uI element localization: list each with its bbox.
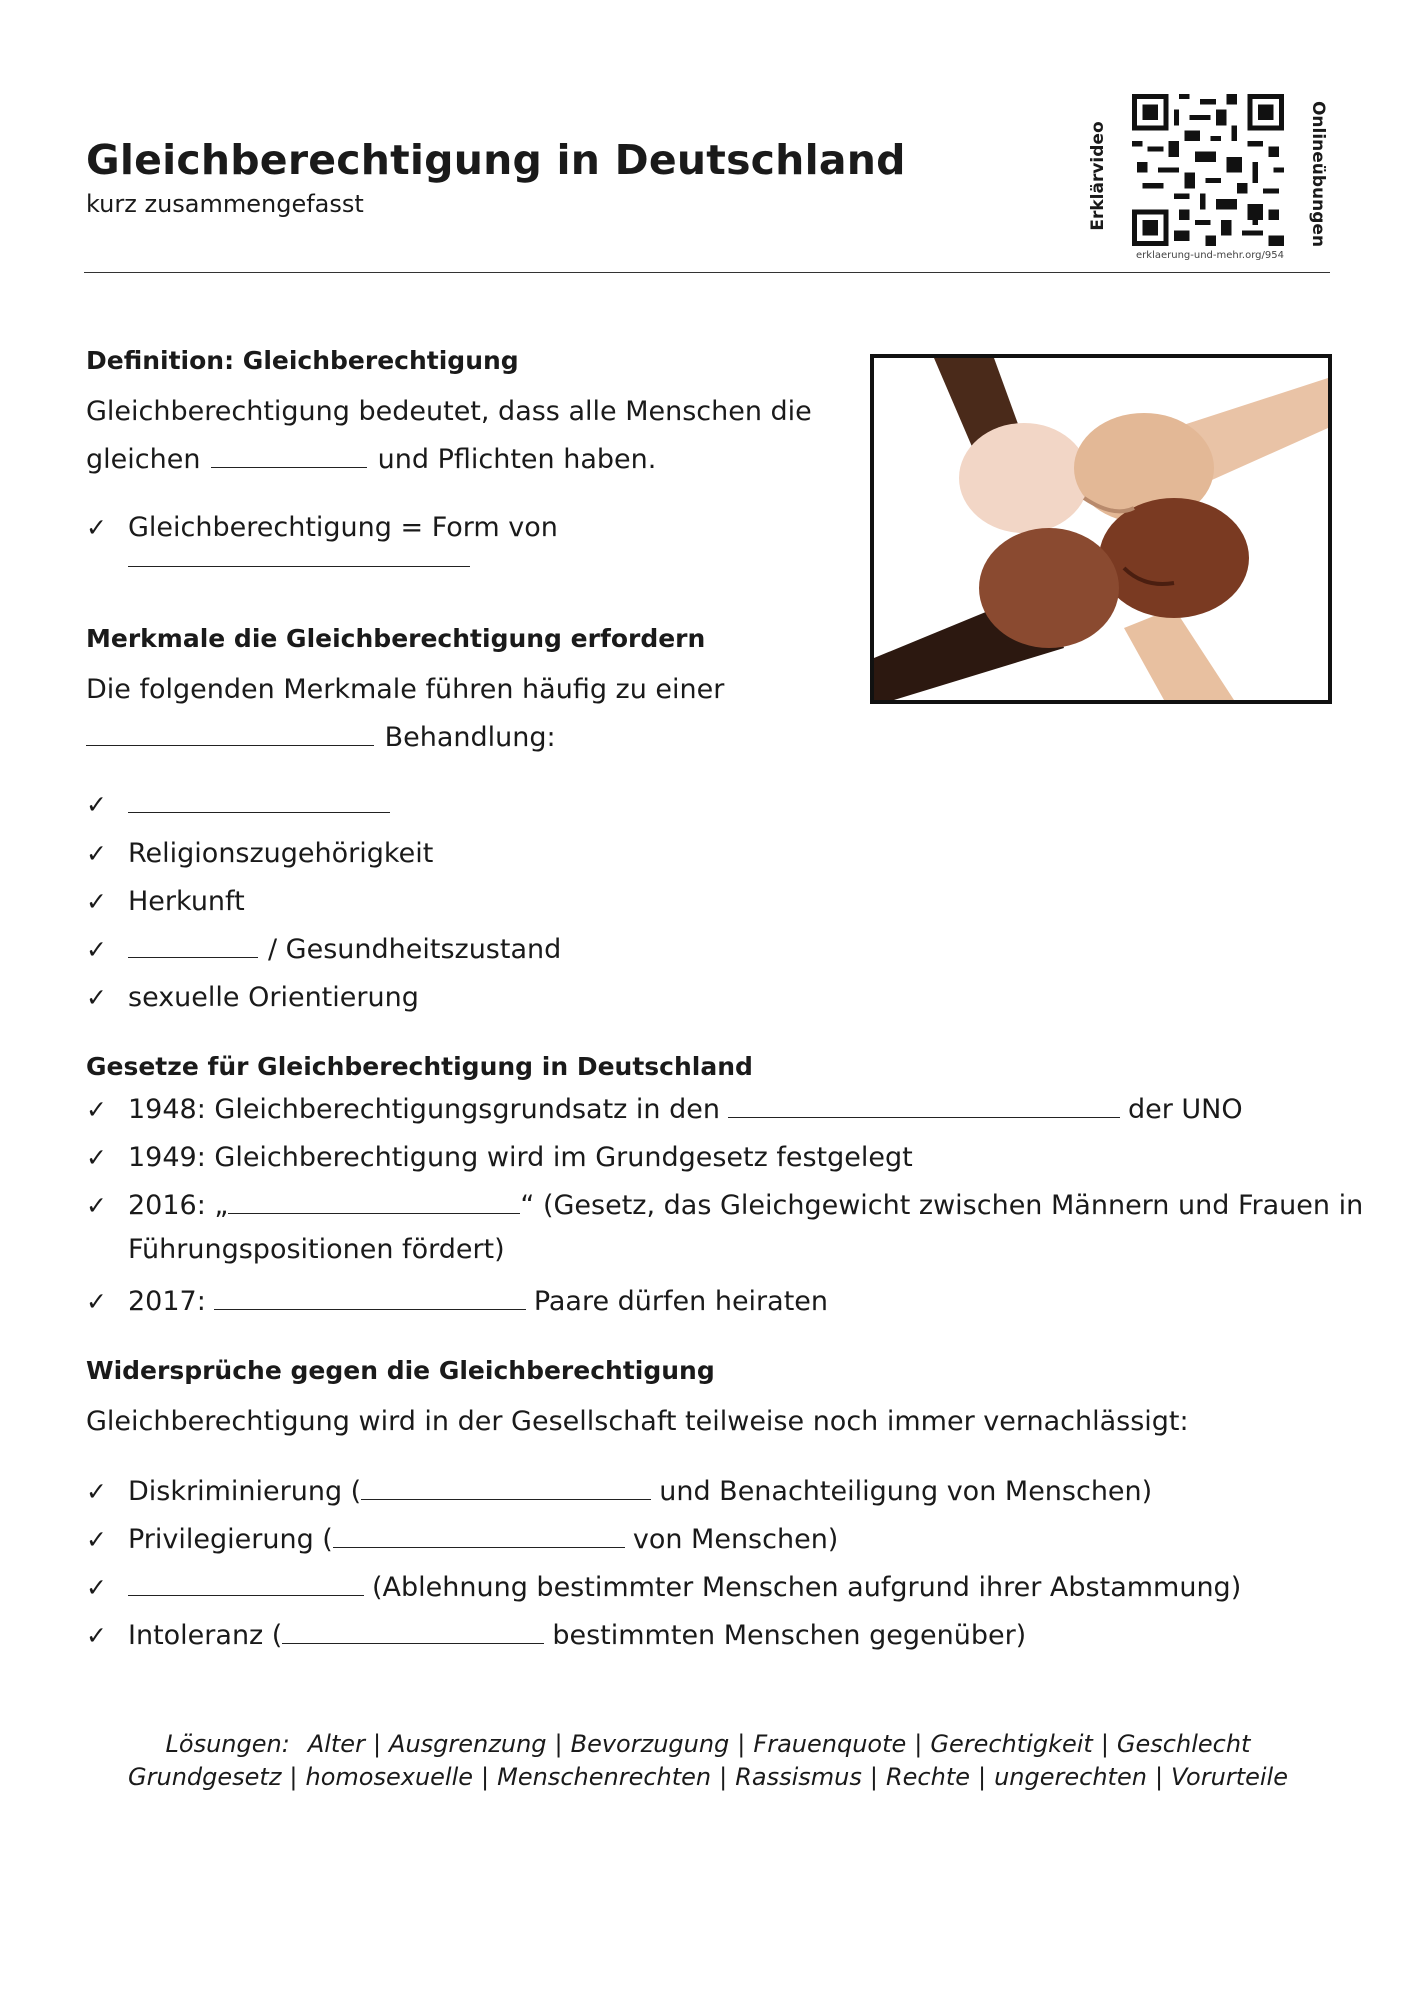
blank-geschlecht[interactable] [128, 790, 390, 813]
solutions-separator: | [719, 1763, 728, 1791]
solution-word: Alter [307, 1730, 365, 1758]
solution-word: Rechte [885, 1763, 970, 1791]
merkmale-intro-line2 [86, 714, 556, 762]
merkmal-label: Herkunft [128, 886, 245, 917]
widerspruch-text-end: (Ablehnung bestimmter Menschen aufgrund ihrer Abstammung) [372, 1572, 1242, 1603]
solution-word: Vorurteile [1171, 1763, 1288, 1791]
solution-word: Menschenrechten [497, 1763, 712, 1791]
gesetz-text: 1949: Gleichberechtigung wird im Grundgesetz festgelegt [128, 1142, 913, 1173]
widerspruch-item [86, 1476, 1152, 1507]
gesetz-text: 2017: [128, 1286, 206, 1317]
blank-alter[interactable] [128, 935, 258, 958]
solution-word: Geschlecht [1116, 1730, 1251, 1758]
blank-homosexuelle[interactable] [214, 1287, 526, 1310]
widerspruch-text-end: und Benachteiligung von Menschen) [659, 1476, 1153, 1507]
blank-ungerechten[interactable] [86, 723, 374, 746]
check-icon: ✓ [86, 1573, 107, 1602]
gesetz-item [86, 1142, 913, 1173]
qr-exercises-label: Onlineübungen [1308, 100, 1328, 248]
widerspruch-item [86, 1620, 1026, 1651]
solutions-separator: | [914, 1730, 923, 1758]
solution-word: ungerechten [994, 1763, 1147, 1791]
gesetz-text-end: Paare dürfen heiraten [533, 1286, 829, 1317]
blank-bevorzugung[interactable] [333, 1525, 625, 1548]
definition-bullet [86, 512, 558, 543]
solution-word: Gerechtigkeit [930, 1730, 1093, 1758]
merkmal-item [86, 982, 419, 1013]
check-icon: ✓ [86, 1621, 107, 1650]
check-icon: ✓ [86, 513, 107, 542]
check-icon: ✓ [86, 1095, 107, 1124]
blank-ausgrenzung[interactable] [361, 1477, 651, 1500]
solution-word: Rassismus [735, 1763, 862, 1791]
solutions-separator: | [554, 1730, 563, 1758]
check-icon: ✓ [86, 887, 107, 916]
check-icon: ✓ [86, 839, 107, 868]
merkmal-item [86, 790, 392, 819]
page-subtitle: kurz zusammengefasst [86, 190, 364, 218]
check-icon: ✓ [86, 1287, 107, 1316]
solution-word: Frauenquote [753, 1730, 907, 1758]
blank-vorurteile[interactable] [282, 1621, 544, 1644]
blank-menschenrechten[interactable] [728, 1095, 1120, 1118]
widerspruch-text: Intoleranz ( [128, 1620, 283, 1651]
blank-gerechtigkeit[interactable] [128, 566, 470, 567]
merkmale-heading: Merkmale die Gleichberechtigung erfordern [86, 624, 706, 653]
solution-word: Grundgesetz [128, 1763, 282, 1791]
solutions-line-2 [86, 1761, 1330, 1794]
solutions-separator: | [869, 1763, 878, 1791]
widerspruch-text-end: bestimmten Menschen gegenüber) [552, 1620, 1027, 1651]
gesetz-text: 1948: Gleichberechtigungsgrundsatz in den [128, 1094, 720, 1125]
merkmale-intro-end: Behandlung: [384, 722, 556, 753]
solutions-line-1 [86, 1728, 1330, 1761]
gesetz-text: 2016: „ [128, 1190, 229, 1221]
widersprueche-intro: Gleichberechtigung wird in der Gesellschaft teilweise noch immer vernachlässigt: [86, 1406, 1189, 1437]
definition-line2-end: und Pflichten haben. [377, 444, 657, 475]
check-icon: ✓ [86, 1525, 107, 1554]
definition-text-line1: Gleichberechtigung bedeutet, dass alle Menschen die [86, 396, 812, 427]
solutions-label: Lösungen: [165, 1730, 290, 1758]
definition-heading: Definition: Gleichberechtigung [86, 346, 519, 375]
solutions-box [86, 1728, 1330, 1794]
check-icon: ✓ [86, 1143, 107, 1172]
check-icon: ✓ [86, 983, 107, 1012]
hands-photo [870, 354, 1332, 704]
solutions-separator: | [737, 1730, 746, 1758]
qr-video-label: Erklärvideo [1088, 121, 1108, 231]
widerspruch-text-end: von Menschen) [632, 1524, 839, 1555]
widerspruch-item [86, 1572, 1241, 1603]
header-divider [84, 272, 1330, 273]
definition-bullet-text: Gleichberechtigung = Form von [128, 512, 558, 543]
merkmal-item [86, 934, 561, 965]
definition-text-line2 [86, 436, 656, 484]
gesetz-text-end: der UNO [1127, 1094, 1243, 1125]
gesetz-text-end: “ (Gesetz, das Gleichgewicht zwischen Männern und Frauen in [520, 1190, 1364, 1221]
check-icon: ✓ [86, 935, 107, 964]
solution-word: Bevorzugung [570, 1730, 730, 1758]
gesetze-heading: Gesetze für Gleichberechtigung in Deutschland [86, 1052, 753, 1081]
widerspruch-item [86, 1524, 838, 1555]
definition-line2-start: gleichen [86, 444, 201, 475]
page-title: Gleichberechtigung in Deutschland [86, 136, 906, 184]
gesetz-item3-line2: Führungspositionen fördert) [128, 1234, 505, 1265]
merkmal-item [86, 886, 245, 917]
solutions-separator: | [372, 1730, 382, 1758]
merkmal-label: / Gesundheitszustand [268, 934, 562, 965]
solutions-separator: | [978, 1763, 987, 1791]
gesetz-item [86, 1094, 1243, 1125]
qr-code-icon[interactable] [1132, 94, 1284, 246]
check-icon: ✓ [86, 790, 107, 819]
check-icon: ✓ [86, 1477, 107, 1506]
widerspruch-text: Diskriminierung ( [128, 1476, 362, 1507]
widersprueche-heading: Widersprüche gegen die Gleichberechtigung [86, 1356, 715, 1385]
merkmal-label: Religionszugehörigkeit [128, 838, 434, 869]
qr-url[interactable]: erklaerung-und-mehr.org/954 [1136, 250, 1284, 261]
merkmal-label: sexuelle Orientierung [128, 982, 419, 1013]
merkmale-intro-line1: Die folgenden Merkmale führen häufig zu einer [86, 674, 725, 705]
solutions-separator: | [481, 1763, 490, 1791]
merkmal-item [86, 838, 433, 869]
blank-frauenquote[interactable] [228, 1191, 520, 1214]
solution-word: homosexuelle [305, 1763, 474, 1791]
solutions-separator: | [1154, 1763, 1164, 1791]
solutions-separator: | [289, 1763, 298, 1791]
blank-rassismus[interactable] [128, 1573, 364, 1596]
blank-rechte[interactable] [211, 445, 367, 468]
solution-word: Ausgrenzung [389, 1730, 547, 1758]
solutions-separator: | [1100, 1730, 1109, 1758]
check-icon: ✓ [86, 1191, 107, 1220]
gesetz-item [86, 1190, 1363, 1221]
gesetz-item [86, 1286, 828, 1317]
widerspruch-text: Privilegierung ( [128, 1524, 333, 1555]
four-hands-holding-wrists-photo [874, 358, 1328, 700]
